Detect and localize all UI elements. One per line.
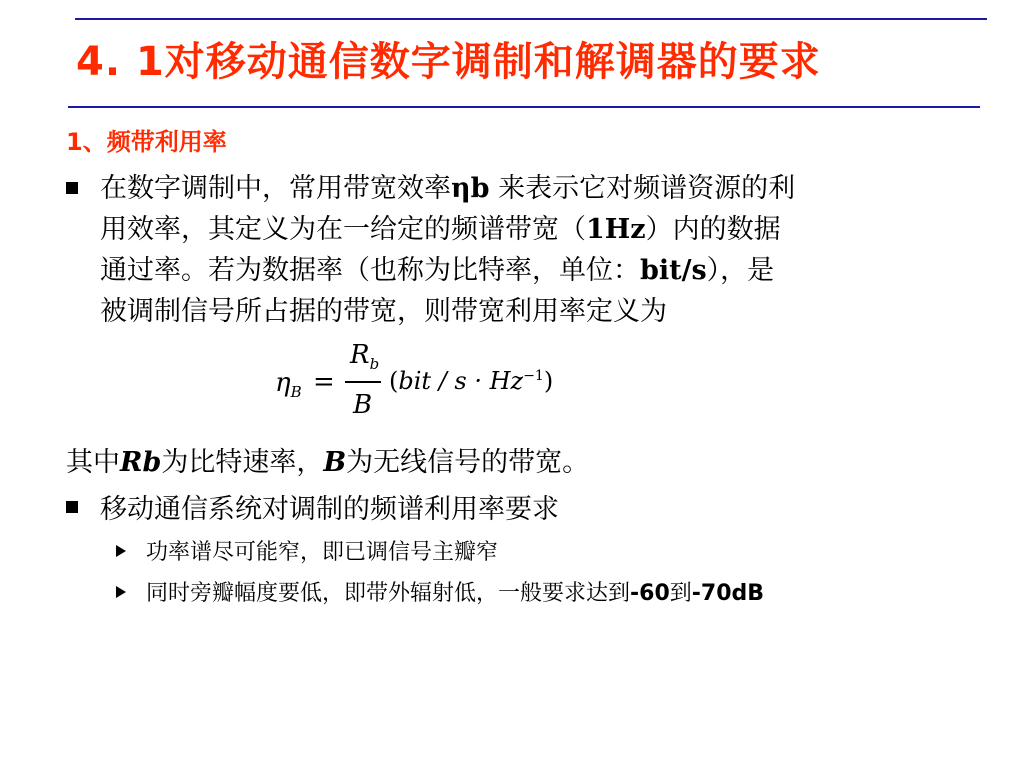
triangle-bullet-icon [116, 545, 126, 557]
title-underline [68, 106, 980, 108]
bullet1-line3: 通过率。若为数据率（也称为比特率，单位：bit/s），是 [100, 255, 775, 286]
formula-unit: $(bit / s \cdot Hz^{-1})$ [389, 367, 554, 395]
formula-equals: = [313, 367, 335, 397]
sub-item-1: 功率谱尽可能窄，即已调信号主瓣窄 [146, 540, 499, 565]
rb-definition-line: 其中Rb为比特速率，B为无线信号的带宽。 [66, 447, 590, 478]
bandwidth-efficiency-formula [275, 340, 595, 430]
bullet1-paragraph [100, 168, 980, 332]
fraction-bar [345, 381, 381, 383]
section-heading: 1、频带利用率 [66, 128, 227, 156]
square-bullet-icon [66, 182, 78, 194]
formula-denominator: B [353, 390, 373, 420]
bullet1-line2: 用效率，其定义为在一给定的频谱带宽（1Hz）内的数据 [100, 214, 781, 245]
slide-title: 4. 1对移动通信数字调制和解调器的要求 [76, 39, 821, 85]
triangle-bullet-icon [116, 586, 126, 598]
bullet2-text: 移动通信系统对调制的频谱利用率要求 [100, 494, 559, 525]
square-bullet-icon [66, 501, 78, 513]
bullet1-line4: 被调制信号所占据的带宽，则带宽利用率定义为 [100, 296, 667, 327]
bullet1-line1: 在数字调制中，常用带宽效率ηb 来表示它对频谱资源的利 [100, 173, 796, 204]
sub-item-2: 同时旁瓣幅度要低，即带外辐射低，一般要求达到-60到-70dB [146, 581, 765, 606]
top-rule [75, 18, 987, 20]
formula-lhs: $\eta_B$ [275, 368, 302, 402]
formula-numerator: $R_b$ [350, 340, 380, 374]
